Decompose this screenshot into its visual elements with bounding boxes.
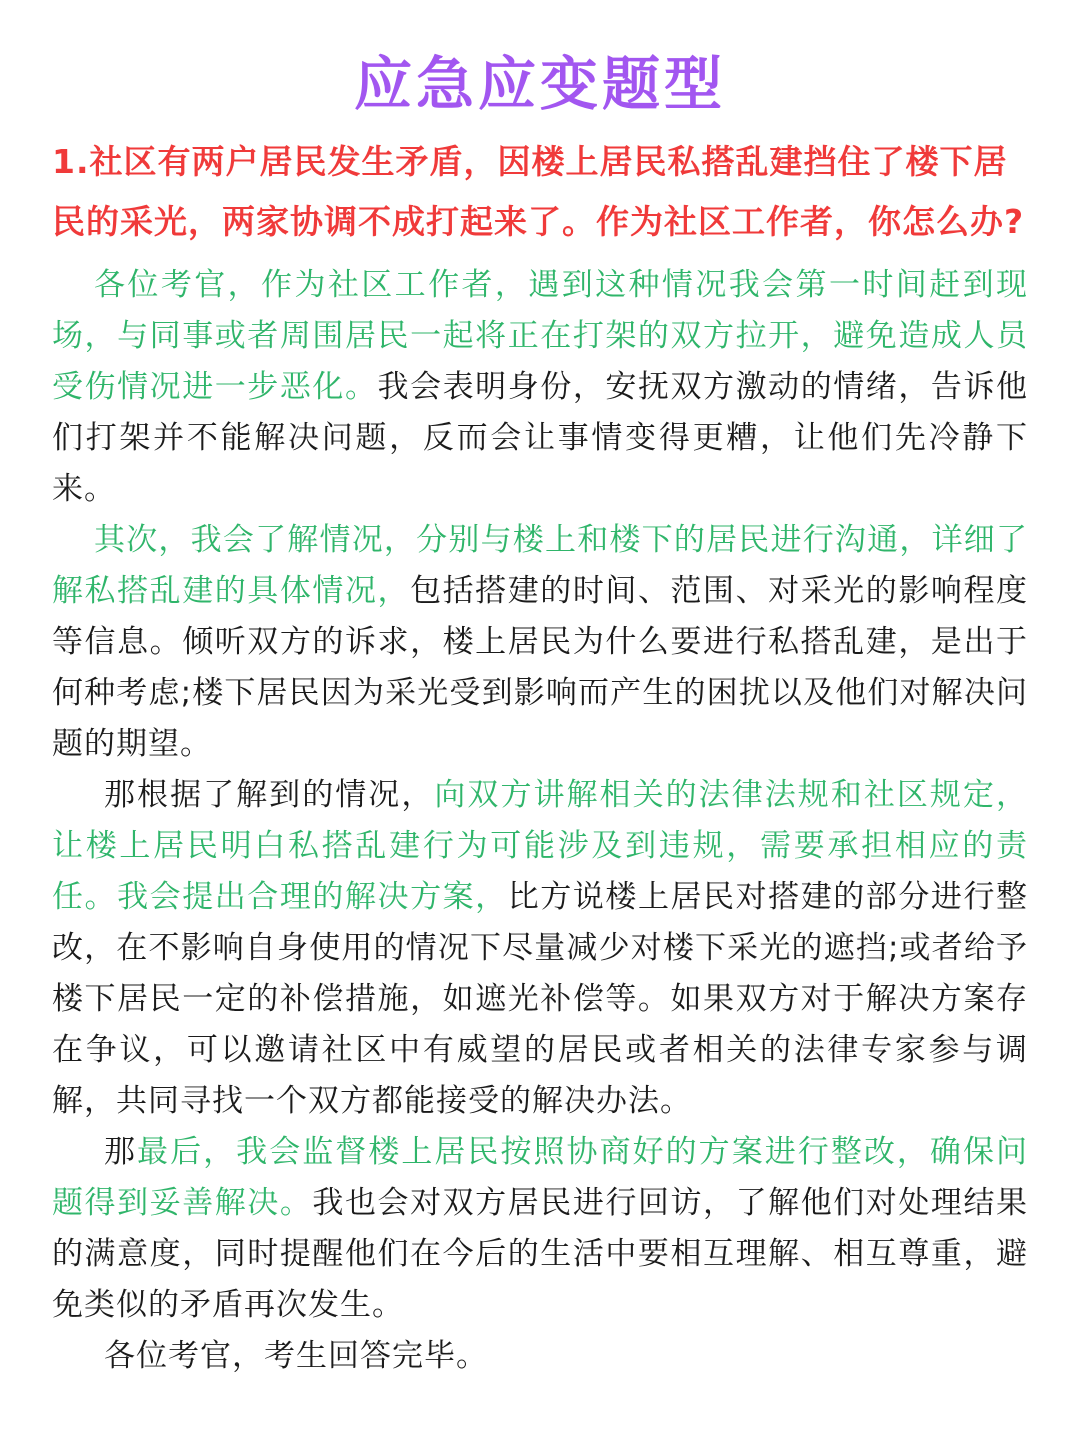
answer-paragraph-1 <box>52 260 1028 515</box>
body-text: 我会表明身份，安抚双方激动的情绪，告诉他们打架并不能解决问题，反而会让事情变得更糟，让他们先冷静下来。 <box>52 369 1029 507</box>
answer-paragraph-3 <box>52 770 1028 1127</box>
closing-statement <box>52 1331 1028 1382</box>
highlight-text: 最后，我会监督楼上居民按照协商好的方案进行整改，确保问题得到妥善解决。 <box>52 1134 1029 1221</box>
answer-paragraph-2 <box>52 515 1028 770</box>
body-text: 包括搭建的时间、范围、对采光的影响程度等信息。倾听双方的诉求，楼上居民为什么要进行私搭乱建，是出于何种考虑;楼下居民因为采光受到影响而产生的困扰以及他们对解决问题的期望。 <box>52 573 1029 762</box>
page-title: 应急应变题型 <box>353 50 726 118</box>
body-text: 各位考官，考生回答完毕。 <box>104 1338 488 1374</box>
highlight-text: 其次，我会了解情况，分别与楼上和楼下的居民进行沟通，详细了解私搭乱建的具体情况， <box>52 522 1028 609</box>
highlight-text: 向双方讲解相关的法律法规和社区规定，让楼上居民明白私搭乱建行为可能涉及到违规，需要承担相应的责任。我会提出合理的解决方案， <box>52 777 1029 915</box>
body-text: 那根据了解到的情况， <box>104 777 435 813</box>
body-text: 我也会对双方居民进行回访，了解他们对处理结果的满意度，同时提醒他们在今后的生活中要相互理解、相互尊重，避免类似的矛盾再次发生。 <box>52 1185 1029 1323</box>
body-text: 比方说楼上居民对搭建的部分进行整改，在不影响自身使用的情况下尽量减少对楼下采光的遮挡;或者给予楼下居民一定的补偿措施，如遮光补偿等。如果双方对于解决方案存在争议，可以邀请社区中有威望的居民或者相关的法律专家参与调解，共同寻找一个双方都能接受的解决办法。 <box>52 879 1029 1119</box>
question-text: 1.社区有两户居民发生矛盾，因楼上居民私搭乱建挡住了楼下居民的采光，两家协调不成打起来了。作为社区工作者，你怎么办? <box>52 142 1025 241</box>
highlight-text: 各位考官，作为社区工作者，遇到这种情况我会第一时间赶到现场，与同事或者周围居民一起将正在打架的双方拉开，避免造成人员受伤情况进一步恶化。 <box>52 267 1028 405</box>
body-text: 那 <box>104 1134 138 1170</box>
answer-paragraph-4 <box>52 1127 1028 1331</box>
